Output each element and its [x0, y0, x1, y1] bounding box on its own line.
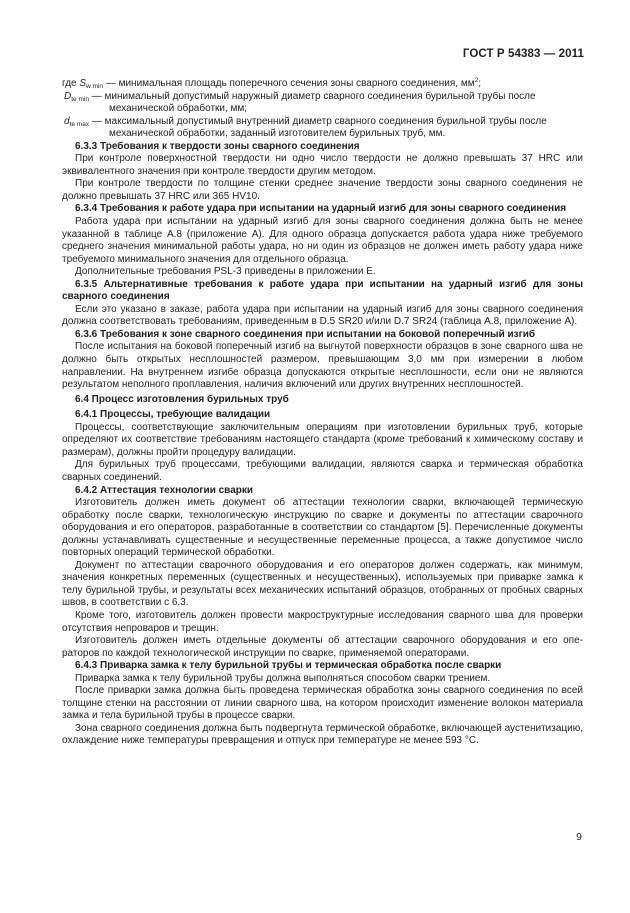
definition-lead: где [62, 78, 80, 89]
definition-text: — минимальный допустимый наружный диаметр сварного соединения бурильной трубы после [88, 90, 536, 102]
section-heading-6-3-5: 6.3.5 Альтернативные требования к работе удара при испытании на ударный изгиб для зоны сварного соединения [62, 278, 583, 303]
section-heading-6-4-3: 6.4.3 Приварка замка к телу бурильной трубы и термическая обработка после сварки [75, 660, 502, 672]
definition-subscript: te min [71, 95, 89, 103]
definition-s-w-min [62, 78, 583, 91]
paragraph: Приварка замка к телу бурильной трубы должна выполняться способом сварки трением. [75, 672, 491, 684]
paragraph: После испытания на боковой поперечный изгиб на выгнутой поверхности образцов в зоне сварного шва не должно быть открытых несплошностей размером, превышающим 3,0 мм при измерении в любом направлении. На внутреннем изгибе образца допускаются открытые несплошности, если они не являются результатом неполного проплавления, наличия включений или других внутренних несплошностей. [62, 341, 583, 391]
paragraph: Если это указано в заказе, работа удара при испытании на ударный изгиб для зоны сварного соединения должна соответствовать требованиям, приведенным в D.5 SR20 и/или D.7 SR24 (таблица А.8, приложение А). [62, 303, 583, 328]
definition-text: — максимальный допустимый внутренний диаметр сварного соединения бурильной трубы после [89, 115, 547, 127]
section-heading-6-4: 6.4 Процесс изготовления бурильных труб [75, 393, 289, 405]
paragraph: Документ по аттестации сварочного оборудования и его операторов должен содержать, как минимум, значения конкретных переменных (существенных и несущественных), используемых при приварке замка к телу бурильной трубы, и результаты всех механических испытаний образцов, отобранных от пробных сварных швов, в соответствии с 6.3. [62, 559, 583, 609]
paragraph: После приварки замка должна быть проведена термическая обработка зоны сварного соединения по всей толщине стенки на расстоянии от линии сварного шва, на котором происходит изменение волокон материала замка и тела бурильной трубы в процессе сварки. [62, 685, 583, 722]
definition-d-te-min [62, 91, 583, 104]
section-heading-6-3-6: 6.3.6 Требования к зоне сварного соединения при испытании на боковой поперечный изгиб [75, 328, 536, 340]
paragraph: Изготовитель должен иметь отдельные документы об аттестации сварочного оборудования и его операторов по каждой технологической инструкции по сварке, применяемой операторами. [62, 635, 583, 659]
paragraph: Изготовитель должен иметь документ об аттестации технологии сварки, включающей термическую обработку после сварки, технологическую инструкцию по сварке и документы по аттестации сварочного оборудования и его операторов, разработанные в соответствии со стандартом [5]. Перечисленные документы должны устанавливать существенные и несущественные переменные процесса, а также допустимое число повторных операций термической обработки. [62, 497, 583, 559]
paragraph: Для бурильных труб процессами, требующими валидации, являются сварка и термическая обработка сварных соединений. [62, 459, 583, 483]
paragraph: Процессы, соответствующие заключительным операциям при изготовлении бурильных труб, которые определяют их соответствие требованиям настоящего стандарта (кроме требований к химическому составу и размерам), должны пройти процедуру валидации. [62, 421, 583, 458]
definition-d-te-max [62, 116, 583, 129]
section-heading-6-3-4: 6.3.4 Требования к работе удара при испытании на ударный изгиб для зоны сварного соединения [75, 203, 567, 215]
definition-symbol: D [64, 90, 72, 102]
definition-continuation: механической обработки, заданный изготовителем бурильных труб, мм. [109, 128, 446, 140]
document-body [62, 78, 583, 748]
definition-tail: ; [478, 78, 482, 89]
definition-superscript: 2 [474, 77, 479, 84]
paragraph: Кроме того, изготовитель должен провести макроструктурные исследования сварного шва для проверки отсутствия непроваров и трещин. [62, 609, 583, 634]
paragraph: При контроле твердости по толщине стенки среднее значение твердости зоны сварного соединения не должно превышать 37 HRC или 365 HV10. [62, 178, 583, 202]
definition-symbol: S [79, 78, 87, 89]
paragraph: Дополнительные требования PSL-3 приведены в приложении Е. [75, 266, 376, 278]
section-heading-6-4-2: 6.4.2 Аттестация технологии сварки [75, 484, 254, 496]
paragraph: При контроле поверхностной твердости ни одно число твердости не должно превышать 37 HRC или эквивалентного значения при контроле твердости другим методом. [62, 153, 583, 177]
section-heading-6-4-1: 6.4.1 Процессы, требующие валидации [75, 409, 271, 421]
definition-subscript: te max [69, 120, 90, 128]
definition-text: — минимальная площадь поперечного сечения зоны сварного соединения, мм [103, 78, 475, 89]
definition-continuation: механической обработки, мм; [109, 103, 248, 115]
document-header: ГОСТ Р 54383 — 2011 [462, 48, 584, 60]
section-heading-6-3-3: 6.3.3 Требования к твердости зоны сварного соединения [75, 140, 360, 152]
definition-symbol: d [64, 115, 70, 127]
definition-subscript: w min [86, 83, 104, 90]
page-number: 9 [576, 831, 582, 843]
paragraph: Работа удара при испытании на ударный изгиб для зоны сварного соединения должна быть не менее указанной в таблице А.8 (приложение А). Для одного образца допускается работа удара ниже требуемого среднего значения минимальной работы удара, но ни один из образцов не должен иметь работу удара ниже требуемого минимального значения для отдельного образца. [62, 216, 583, 265]
paragraph: Зона сварного соединения должна быть подвергнута термической обработке, включающей аустенитизацию, охлаждение ниже температуры превращения и отпуск при температуре не менее 593 °С. [62, 722, 583, 747]
